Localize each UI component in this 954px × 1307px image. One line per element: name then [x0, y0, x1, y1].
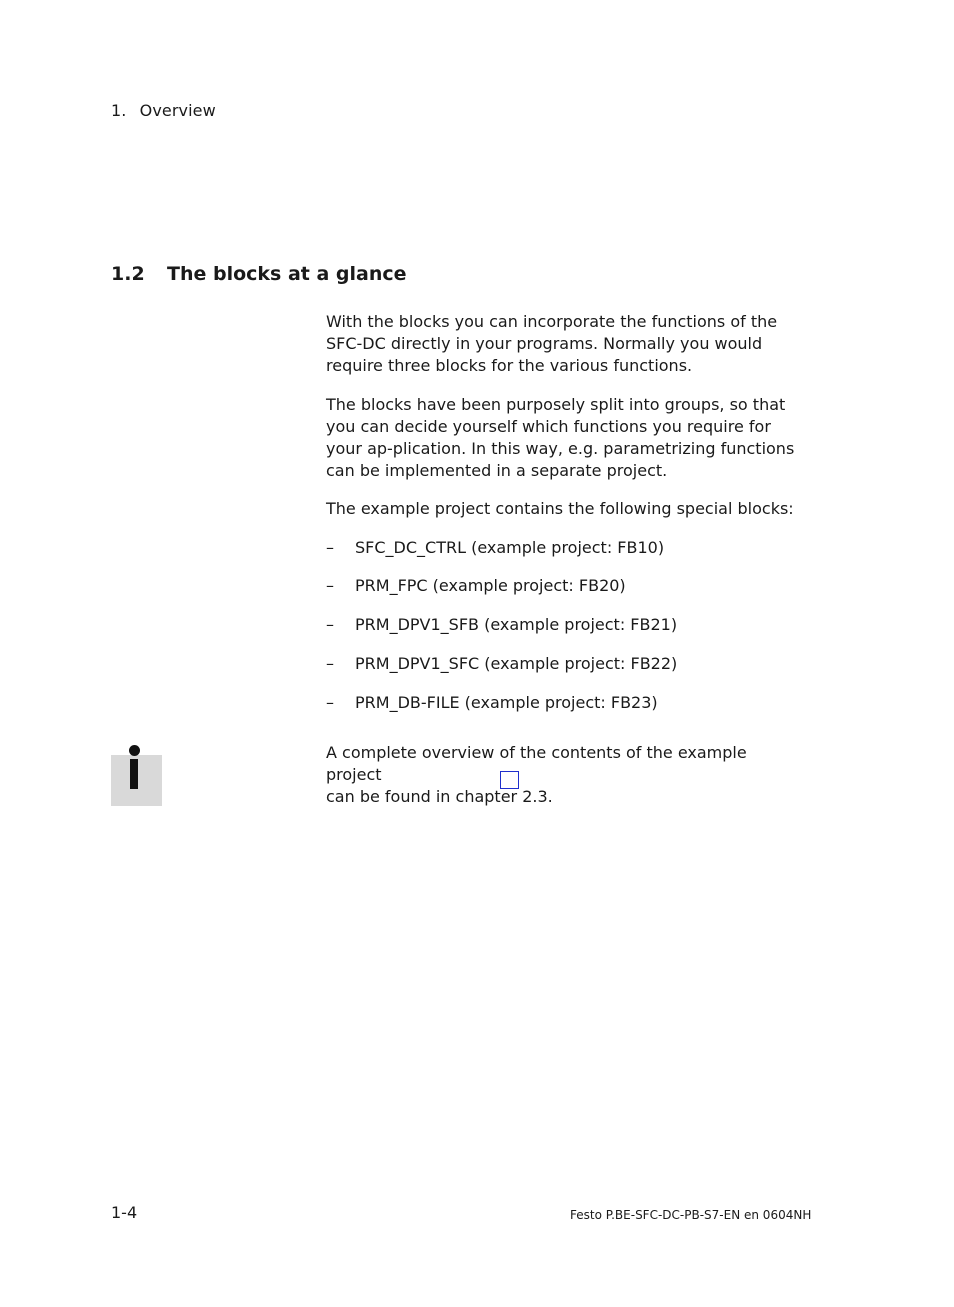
- list-item-text: PRM_DPV1_SFB (example project: FB21): [355, 615, 678, 634]
- note-text: [326, 742, 806, 808]
- list-item-text: PRM_DB-FILE (example project: FB23): [355, 693, 658, 712]
- list-intro-container: [326, 498, 806, 520]
- info-icon: [111, 755, 162, 806]
- info-icon-stem: [130, 759, 138, 789]
- note-line-1: A complete overview of the contents of the example project: [326, 743, 747, 784]
- groups-paragraph-container: [326, 394, 806, 482]
- section-title: The blocks at a glance: [167, 263, 407, 285]
- section-number: 1.2: [111, 263, 145, 285]
- running-header: [111, 101, 216, 120]
- list-item: [326, 614, 677, 636]
- header-chapter-title: Overview: [139, 101, 216, 120]
- intro-paragraph-container: [326, 311, 806, 377]
- list-item: [326, 692, 658, 714]
- list-dash: –: [326, 693, 334, 712]
- list-dash: –: [326, 538, 334, 557]
- list-item-text: SFC_DC_CTRL (example project: FB10): [355, 538, 665, 557]
- chapter-link-marker[interactable]: [500, 771, 519, 789]
- list-dash: –: [326, 615, 334, 634]
- list-item: [326, 653, 677, 675]
- list-item: [326, 537, 664, 559]
- list-item: [326, 575, 626, 597]
- note-line-2: can be found in chapter 2.3.: [326, 787, 553, 806]
- header-chapter-number: 1.: [111, 101, 127, 120]
- list-item-text: PRM_FPC (example project: FB20): [355, 576, 626, 595]
- list-item-text: PRM_DPV1_SFC (example project: FB22): [355, 654, 678, 673]
- list-dash: –: [326, 576, 334, 595]
- paragraph-list-intro: The example project contains the following special blocks:: [326, 499, 794, 518]
- page-number: 1-4: [111, 1203, 138, 1222]
- paragraph-groups: The blocks have been purposely split into groups, so that you can decide yourself which functions you require for your ap-plication. In this way, e.g. parametrizing functions can be implemented in a separate project.: [326, 395, 795, 480]
- info-icon-dot: [129, 745, 140, 756]
- document-reference: Festo P.BE-SFC-DC-PB-S7-EN en 0604NH: [570, 1208, 812, 1222]
- paragraph-intro: With the blocks you can incorporate the functions of the SFC-DC directly in your programs. Normally you would require three blocks for the various functions.: [326, 312, 778, 375]
- section-heading: [111, 263, 407, 285]
- list-dash: –: [326, 654, 334, 673]
